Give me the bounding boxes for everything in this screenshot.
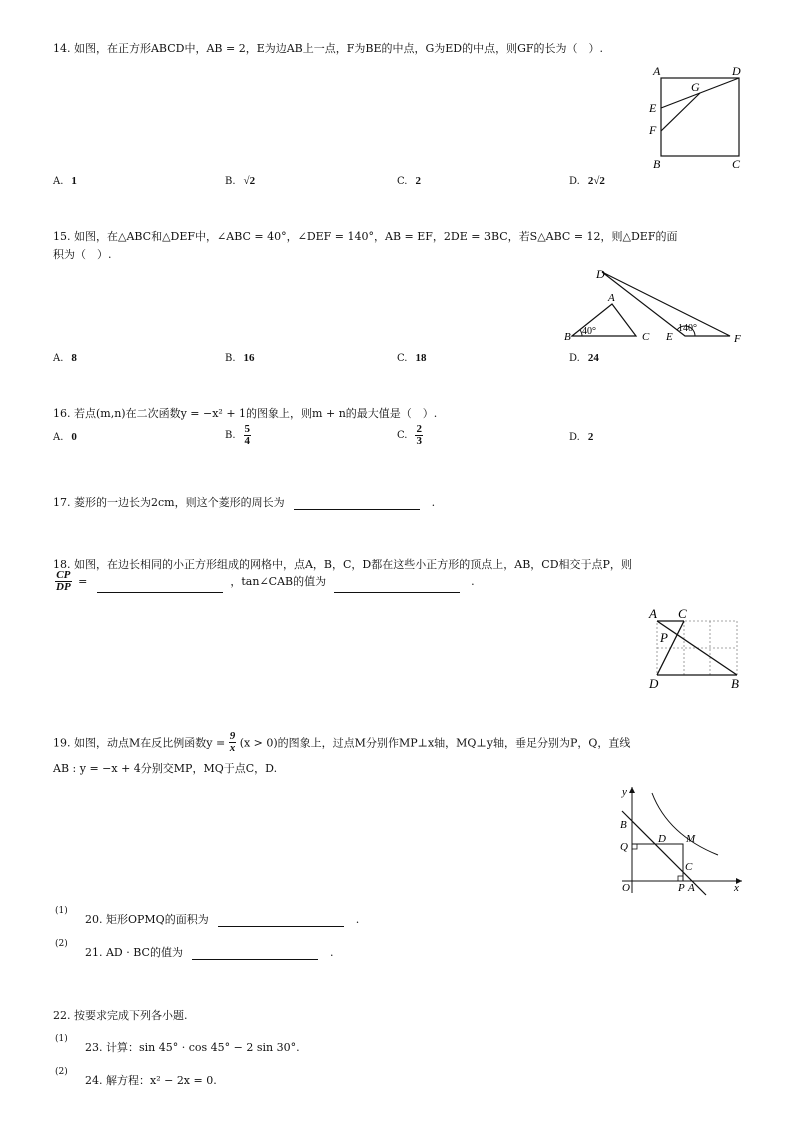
q19-text-line2: AB : y = −x + 4分别交MP，MQ于点C，D. [53, 762, 278, 775]
sub20-index: (1) [55, 906, 68, 916]
q19-text-b: (x > 0)的图象上，过点M分别作MP⊥x轴，MQ⊥y轴，垂足分别为P，Q，直线 [239, 736, 631, 750]
label-p: P [678, 882, 685, 894]
q17-end: . [431, 496, 436, 509]
sub21-answer-blank[interactable] [192, 947, 318, 960]
label-b: B [653, 157, 661, 171]
q14-option-a[interactable]: A. 1 [53, 175, 77, 187]
q16-option-a[interactable]: A. 0 [53, 431, 77, 443]
q18-text-line1: 18. 如图，在边长相同的小正方形组成的网格中，点A，B，C，D都在这些小正方形的顶点上，AB，CD相交于点P，则 [53, 558, 632, 571]
q18-answer-blank-1[interactable] [97, 580, 223, 593]
q14-option-d[interactable]: D. 2√2 [569, 175, 605, 187]
label-c: C [732, 157, 741, 171]
q18-frac-den: DP [56, 581, 71, 593]
label-d: D [649, 676, 659, 691]
q19-figure-graph [612, 783, 752, 899]
q19-frac-num: 9 [229, 730, 236, 742]
label-d: D [596, 267, 605, 281]
label-o: O [622, 882, 630, 894]
label-f: F [734, 333, 741, 345]
q18-frac-num: CP [56, 569, 71, 581]
q19-frac-den: x [229, 742, 236, 754]
label-e: E [666, 331, 673, 343]
sub20-text: 20. 矩形OPMQ的面积为 [85, 913, 209, 926]
q15-option-b[interactable]: B. 16 [225, 352, 255, 364]
label-d: D [658, 833, 666, 845]
label-c: C [685, 861, 693, 873]
label-m: M [686, 833, 696, 845]
q14-option-b[interactable]: B. √2 [225, 175, 256, 187]
sub23-text: 23. 计算：sin 45° · cos 45° − 2 sin 30°. [85, 1041, 300, 1054]
label-y: y [622, 786, 627, 798]
q18-mid: ，tan∠CAB的值为 [230, 574, 327, 588]
sub21-line [85, 944, 333, 960]
q18-end: . [471, 574, 475, 588]
q15-option-d[interactable]: D. 24 [569, 352, 599, 364]
q15-option-c[interactable]: C. 18 [397, 352, 427, 364]
sub20-end: . [355, 913, 360, 926]
q17-line [53, 494, 435, 510]
label-a: A [688, 882, 695, 894]
sub20-line [85, 911, 359, 927]
sub20-answer-blank[interactable] [218, 914, 344, 927]
q14-option-c[interactable]: C. 2 [397, 175, 421, 187]
label-b: B [564, 331, 571, 343]
sub21-end: . [329, 946, 334, 959]
q15-option-a[interactable]: A. 8 [53, 352, 77, 364]
sub21-text: 21. AD · BC的值为 [85, 946, 183, 959]
angle-40-label: 40° [582, 326, 596, 337]
label-c: C [678, 606, 687, 621]
angle-140-label: 140° [678, 323, 697, 334]
label-a: A [649, 606, 657, 621]
label-p: P [660, 630, 668, 645]
q18-eq: = [78, 574, 88, 588]
q19-line1 [53, 731, 630, 754]
label-b: B [620, 819, 627, 831]
sub24-index: (2) [55, 1067, 68, 1077]
sub24-text: 24. 解方程：x² − 2x = 0. [85, 1074, 217, 1087]
label-a: A [653, 64, 661, 78]
q18-answer-blank-2[interactable] [334, 580, 460, 593]
label-f: F [649, 123, 657, 137]
q22-text: 22. 按要求完成下列各小题. [53, 1009, 188, 1022]
q14-figure-square [640, 58, 750, 174]
q16-text: 16. 若点(m,n)在二次函数y = −x² + 1的图象上，则m + n的最大值是（ ）. [53, 407, 438, 420]
q16-option-d[interactable]: D. 2 [569, 431, 594, 443]
q15-text-line2: 积为（ ）. [53, 248, 112, 261]
q16-option-c[interactable]: C. $\frac{2}{3}$ [397, 423, 422, 447]
q17-text: 17. 菱形的一边长为2cm，则这个菱形的周长为 [53, 496, 285, 509]
q18-line2 [55, 570, 475, 593]
q17-answer-blank[interactable] [294, 497, 420, 510]
sub21-index: (2) [55, 939, 68, 949]
q15-text-line1: 15. 如图，在△ABC和△DEF中，∠ABC = 40°，∠DEF = 140°，AB = EF，2DE = 3BC，若S△ABC = 12，则△DEF的面 [53, 230, 678, 243]
label-b: B [731, 676, 739, 691]
q14-text: 14. 如图，在正方形ABCD中，AB = 2，E为边AB上一点，F为BE的中点，G为ED的中点，则GF的长为（ ）. [53, 42, 604, 55]
label-c: C [642, 331, 650, 343]
q15-figure-triangles [560, 264, 750, 348]
label-a: A [608, 292, 615, 304]
label-e: E [649, 101, 657, 115]
label-g: G [691, 80, 700, 94]
label-q: Q [620, 841, 628, 853]
label-d: D [732, 64, 741, 78]
q19-text-a: 19. 如图，动点M在反比例函数y = [53, 736, 226, 750]
q16-option-b[interactable]: B. $\frac{5}{4}$ [225, 423, 251, 447]
q18-figure-grid [645, 604, 745, 694]
sub23-index: (1) [55, 1034, 68, 1044]
label-x: x [734, 882, 739, 894]
